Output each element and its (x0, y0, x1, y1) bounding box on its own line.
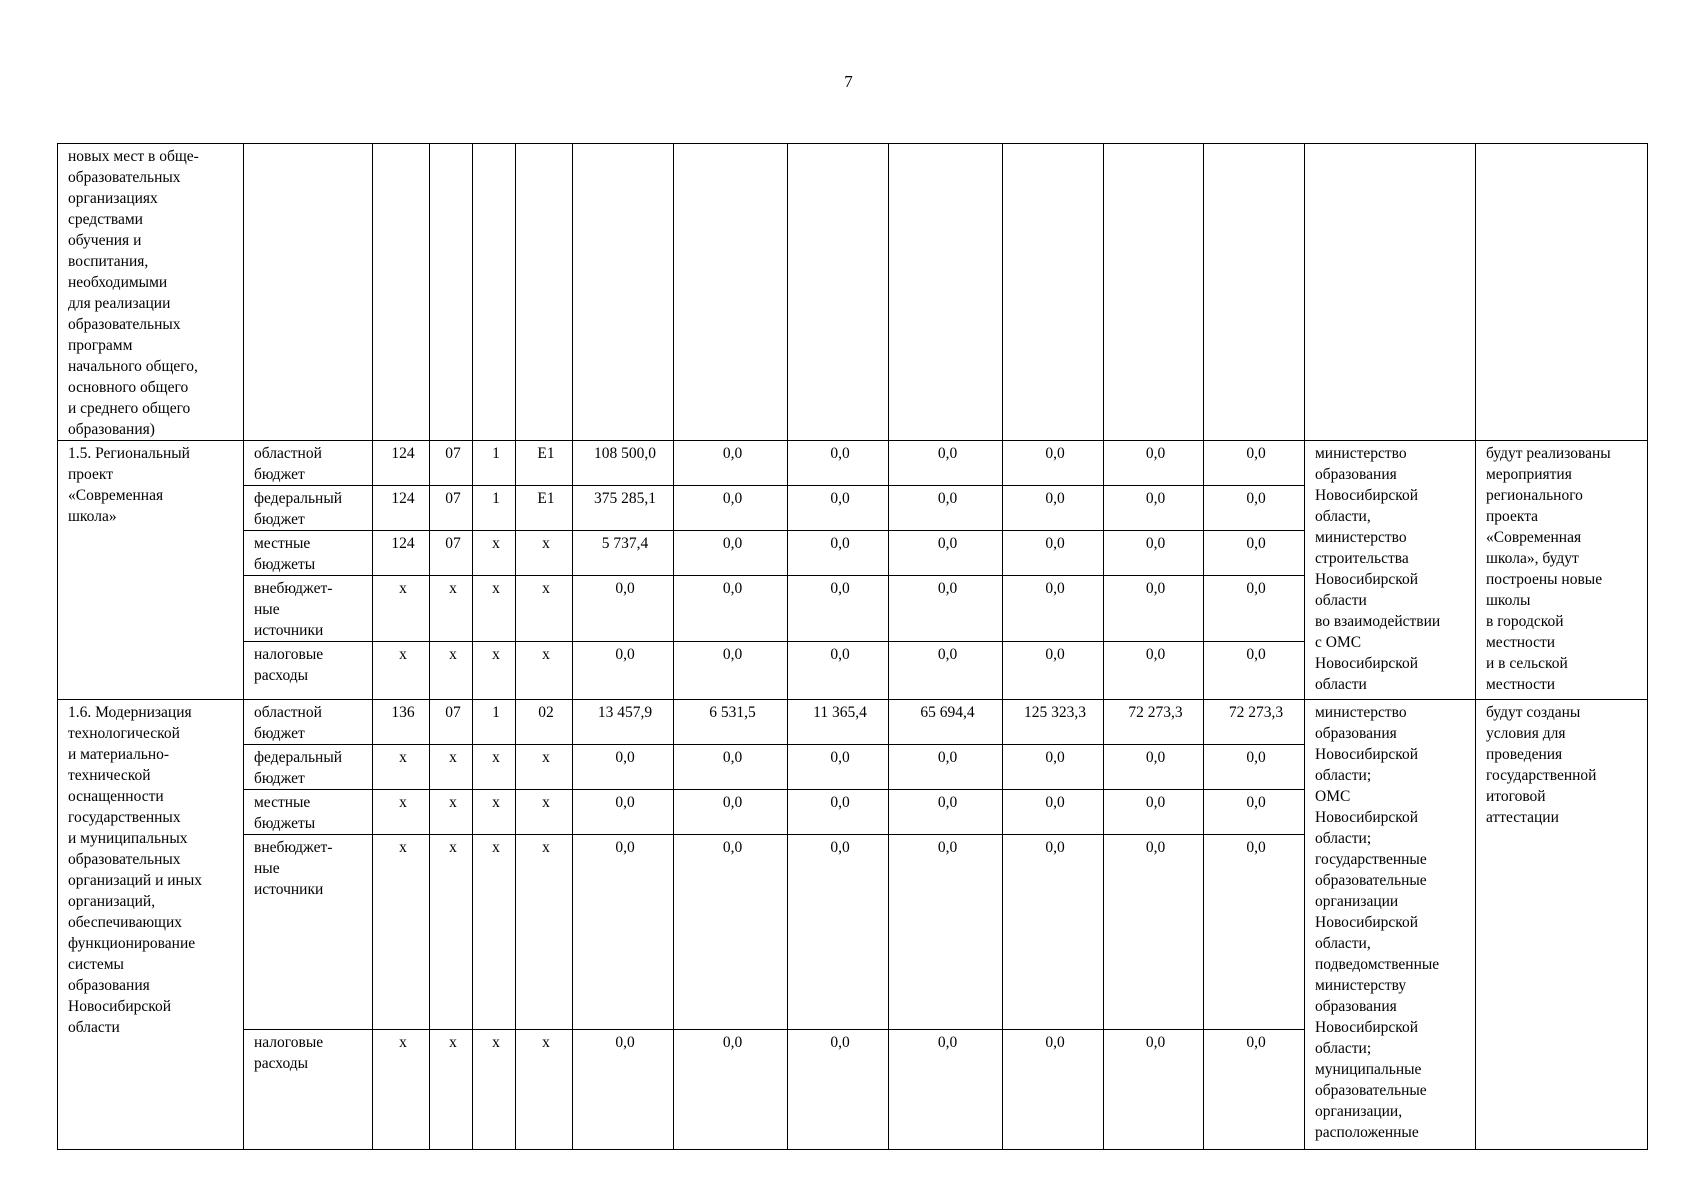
budget-code-c1: 124 (373, 441, 430, 486)
empty-cell (674, 144, 788, 441)
funding-source (244, 745, 373, 790)
amount-cell: 0,0 (1003, 531, 1104, 576)
budget-code-c3: x (473, 576, 516, 642)
amount-cell: 0,0 (889, 441, 1003, 486)
amount-cell: 0,0 (1204, 441, 1305, 486)
empty-cell (473, 144, 516, 441)
funding-source-text: областной бюджет (254, 445, 322, 483)
amount-cell: 0,0 (889, 745, 1003, 790)
amount-cell: 0,0 (1204, 531, 1305, 576)
amount-cell: 0,0 (1204, 1030, 1305, 1150)
project-1-6-executor (1305, 700, 1476, 1150)
amount-cell: 0,0 (1104, 576, 1204, 642)
amount-cell: 0,0 (573, 790, 674, 835)
budget-code-c1: 136 (373, 700, 430, 745)
amount-cell: 0,0 (889, 790, 1003, 835)
amount-cell: 0,0 (1104, 642, 1204, 700)
result-text: будут созданы условия для проведения государственной итоговой аттестации (1486, 704, 1597, 826)
budget-code-c1: x (373, 1030, 430, 1150)
amount-cell: 0,0 (674, 642, 788, 700)
budget-code-c1: x (373, 642, 430, 700)
amount-cell: 0,0 (674, 576, 788, 642)
empty-cell (1476, 144, 1648, 441)
amount-cell: 0,0 (1104, 835, 1204, 1030)
amount-cell: 125 323,3 (1003, 700, 1104, 745)
funding-source-text: местные бюджеты (254, 535, 316, 573)
budget-code-c3: x (473, 745, 516, 790)
amount-cell: 0,0 (573, 835, 674, 1030)
project-title-text: 1.5. Региональный проект «Современная школа» (68, 445, 190, 525)
amount-cell: 0,0 (1204, 576, 1305, 642)
project-1-5-row (58, 441, 1648, 486)
amount-cell: 108 500,0 (573, 441, 674, 486)
budget-code-c2: 07 (430, 486, 473, 531)
empty-cell (516, 144, 573, 441)
budget-code-c3: x (473, 531, 516, 576)
empty-cell (1003, 144, 1104, 441)
empty-cell (430, 144, 473, 441)
project-1-6-result (1476, 700, 1648, 1150)
program-table (57, 143, 1648, 1150)
amount-cell: 0,0 (1003, 745, 1104, 790)
amount-cell: 0,0 (1204, 486, 1305, 531)
amount-cell: 0,0 (1003, 441, 1104, 486)
budget-code-c4: x (516, 1030, 573, 1150)
amount-cell: 0,0 (1204, 835, 1305, 1030)
budget-code-c4: E1 (516, 486, 573, 531)
amount-cell: 0,0 (889, 576, 1003, 642)
budget-code-c2: 07 (430, 531, 473, 576)
budget-code-c4: x (516, 576, 573, 642)
budget-code-c3: x (473, 790, 516, 835)
budget-code-c2: 07 (430, 441, 473, 486)
amount-cell: 0,0 (1104, 745, 1204, 790)
page-number: 7 (844, 72, 853, 91)
amount-cell: 72 273,3 (1204, 700, 1305, 745)
amount-cell: 0,0 (674, 441, 788, 486)
budget-code-c2: x (430, 1030, 473, 1150)
amount-cell: 0,0 (788, 441, 889, 486)
budget-code-c2: 07 (430, 700, 473, 745)
amount-cell: 0,0 (1104, 1030, 1204, 1150)
empty-cell (889, 144, 1003, 441)
budget-code-c4: x (516, 790, 573, 835)
executor-text: министерство образования Новосибирской области; ОМС Новосибирской области; государственные образовательные организации Новосибирской области, подведомственные министерству образования Новосибирской области; муниципальные образовательные организации, расположенные (1315, 704, 1440, 1141)
budget-code-c4: x (516, 835, 573, 1030)
funding-source-text: местные бюджеты (254, 794, 316, 832)
amount-cell: 11 365,4 (788, 700, 889, 745)
amount-cell: 0,0 (573, 745, 674, 790)
budget-code-c1: 124 (373, 486, 430, 531)
amount-cell: 0,0 (788, 486, 889, 531)
amount-cell: 0,0 (674, 531, 788, 576)
amount-cell: 0,0 (889, 486, 1003, 531)
amount-cell: 72 273,3 (1104, 700, 1204, 745)
amount-cell: 0,0 (674, 835, 788, 1030)
amount-cell: 0,0 (788, 1030, 889, 1150)
amount-cell: 0,0 (573, 576, 674, 642)
budget-code-c2: x (430, 835, 473, 1030)
amount-cell: 0,0 (1204, 642, 1305, 700)
empty-cell (1305, 144, 1476, 441)
amount-cell: 0,0 (1003, 642, 1104, 700)
continuation-row (58, 144, 1648, 441)
amount-cell: 0,0 (573, 642, 674, 700)
continuation-text: новых мест в обще- образовательных организациях средствами обучения и воспитания, необходимыми для реализации образовательных программ начального общего, основного общего и среднего общего образования) (58, 144, 244, 441)
funding-source (244, 531, 373, 576)
budget-code-c1: x (373, 745, 430, 790)
funding-source (244, 790, 373, 835)
amount-cell: 0,0 (1104, 790, 1204, 835)
funding-source (244, 441, 373, 486)
executor-text: министерство образования Новосибирской области, министерство строительства Новосибирской области во взаимодействии с ОМС Новосибирской области (1315, 445, 1441, 693)
empty-cell (1104, 144, 1204, 441)
amount-cell: 0,0 (674, 790, 788, 835)
amount-cell: 0,0 (889, 642, 1003, 700)
budget-code-c2: x (430, 790, 473, 835)
amount-cell: 0,0 (788, 576, 889, 642)
funding-source (244, 486, 373, 531)
amount-cell: 0,0 (674, 1030, 788, 1150)
budget-code-c4: x (516, 642, 573, 700)
funding-source (244, 700, 373, 745)
budget-code-c2: x (430, 576, 473, 642)
amount-cell: 13 457,9 (573, 700, 674, 745)
amount-cell: 0,0 (788, 835, 889, 1030)
funding-source-text: налоговые расходы (254, 646, 324, 684)
project-1-5-title (58, 441, 244, 700)
budget-code-c3: x (473, 642, 516, 700)
funding-source-text: внебюджет- ные источники (254, 839, 333, 898)
amount-cell: 0,0 (1003, 1030, 1104, 1150)
funding-source (244, 642, 373, 700)
amount-cell: 0,0 (674, 486, 788, 531)
amount-cell: 65 694,4 (889, 700, 1003, 745)
amount-cell: 0,0 (788, 531, 889, 576)
budget-code-c3: x (473, 1030, 516, 1150)
budget-code-c2: x (430, 745, 473, 790)
amount-cell: 0,0 (1003, 835, 1104, 1030)
budget-code-c3: 1 (473, 486, 516, 531)
funding-source-text: федеральный бюджет (254, 749, 343, 787)
funding-source-text: внебюджет- ные источники (254, 580, 333, 639)
budget-code-c3: 1 (473, 441, 516, 486)
amount-cell: 375 285,1 (573, 486, 674, 531)
empty-cell (373, 144, 430, 441)
amount-cell: 0,0 (1003, 790, 1104, 835)
amount-cell: 0,0 (788, 790, 889, 835)
budget-code-c4: x (516, 745, 573, 790)
amount-cell: 0,0 (1003, 486, 1104, 531)
amount-cell: 6 531,5 (674, 700, 788, 745)
funding-source-text: налоговые расходы (254, 1034, 324, 1072)
project-1-6-title (58, 700, 244, 1150)
amount-cell: 0,0 (889, 835, 1003, 1030)
amount-cell: 0,0 (573, 1030, 674, 1150)
amount-cell: 0,0 (788, 642, 889, 700)
budget-code-c4: E1 (516, 441, 573, 486)
budget-code-c1: x (373, 790, 430, 835)
amount-cell: 0,0 (889, 531, 1003, 576)
result-text: будут реализованы мероприятия регионального проекта «Современная школа», будут построены новые школы в городской местности и в сельской местности (1486, 445, 1611, 693)
empty-cell (788, 144, 889, 441)
amount-cell: 0,0 (788, 745, 889, 790)
amount-cell: 0,0 (1003, 576, 1104, 642)
budget-code-c4: x (516, 531, 573, 576)
project-1-6-row (58, 700, 1648, 745)
amount-cell: 0,0 (1204, 745, 1305, 790)
empty-cell (244, 144, 373, 441)
amount-cell: 0,0 (1104, 531, 1204, 576)
amount-cell: 5 737,4 (573, 531, 674, 576)
empty-cell (573, 144, 674, 441)
budget-code-c3: 1 (473, 700, 516, 745)
amount-cell: 0,0 (1104, 486, 1204, 531)
budget-code-c3: x (473, 835, 516, 1030)
project-1-5-result (1476, 441, 1648, 700)
amount-cell: 0,0 (1104, 441, 1204, 486)
funding-source-text: федеральный бюджет (254, 490, 343, 528)
funding-source-text: областной бюджет (254, 704, 322, 742)
project-1-5-executor (1305, 441, 1476, 700)
funding-source (244, 1030, 373, 1150)
amount-cell: 0,0 (1204, 790, 1305, 835)
amount-cell: 0,0 (889, 1030, 1003, 1150)
budget-code-c4: 02 (516, 700, 573, 745)
amount-cell: 0,0 (674, 745, 788, 790)
budget-code-c1: x (373, 576, 430, 642)
budget-code-c1: 124 (373, 531, 430, 576)
budget-code-c2: x (430, 642, 473, 700)
budget-code-c1: x (373, 835, 430, 1030)
funding-source (244, 835, 373, 1030)
funding-source (244, 576, 373, 642)
project-title-text: 1.6. Модернизация технологической и материально- технической оснащенности государственных и муниципальных образовательных организаций и иных организаций, обеспечивающих функционирование системы образования Новосибирской области (68, 704, 203, 1036)
empty-cell (1204, 144, 1305, 441)
